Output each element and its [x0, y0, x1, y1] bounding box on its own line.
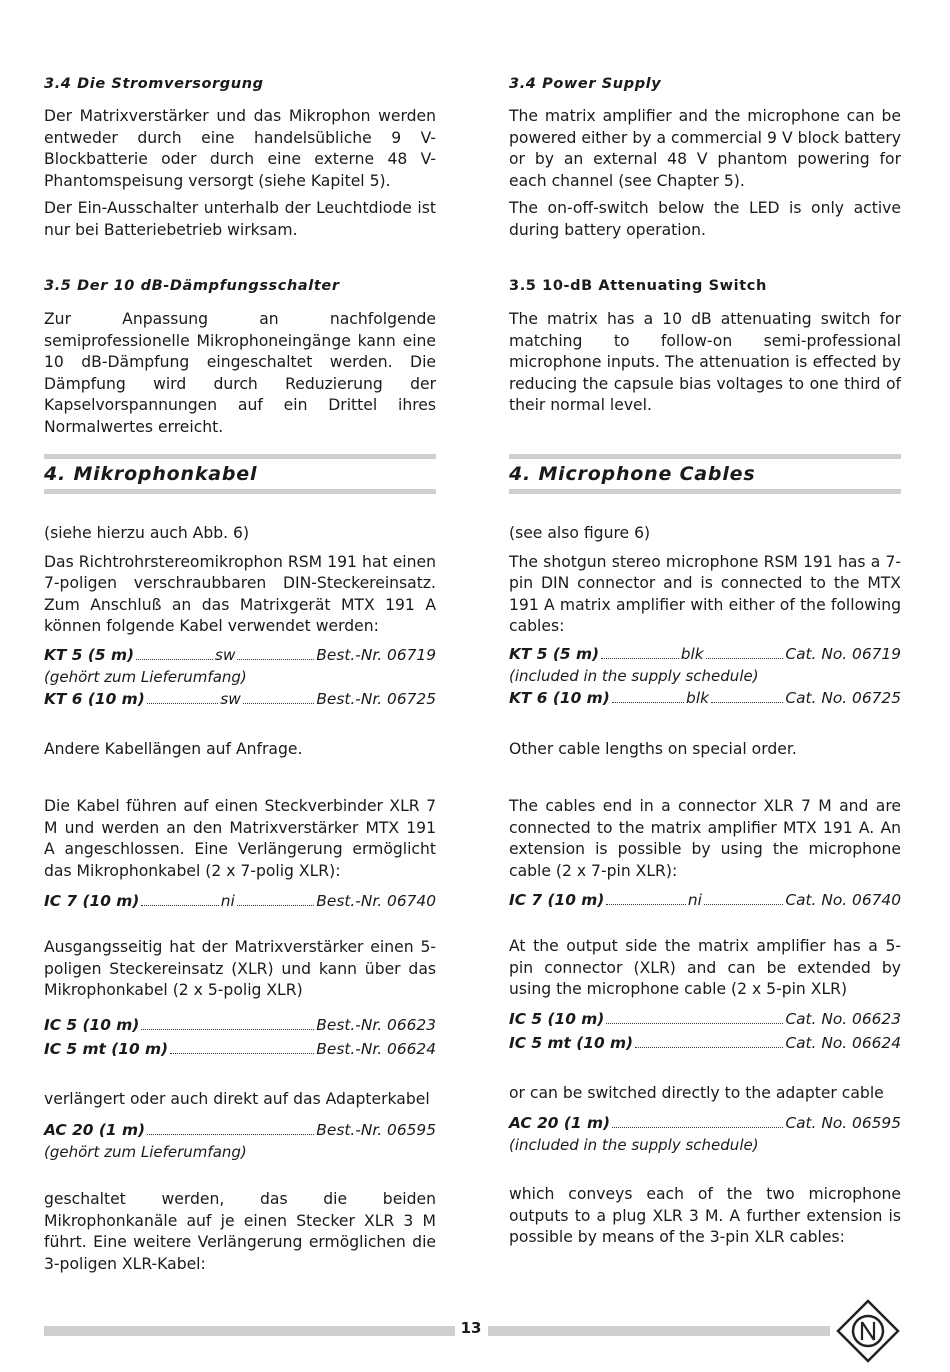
- cable-order-number: Cat. No. 06725: [785, 689, 901, 707]
- cable-note: (included in the supply schedule): [509, 667, 759, 685]
- cable-name: AC 20 (1 m): [44, 1121, 146, 1139]
- cable-row-ic7: [44, 892, 436, 914]
- cable-order-number: Best.-Nr. 06719: [316, 646, 436, 664]
- english-column: [509, 0, 901, 1300]
- cable-order-number: Cat. No. 06623: [785, 1010, 901, 1028]
- cable-name: KT 6 (10 m): [509, 689, 610, 707]
- cable-color: sw: [214, 646, 236, 664]
- cable-order-number: Cat. No. 06595: [785, 1114, 901, 1132]
- cable-row-ic7: [509, 891, 901, 913]
- paragraph: Andere Kabellängen auf Anfrage.: [44, 740, 303, 758]
- cable-order-number: Best.-Nr. 06624: [316, 1040, 436, 1058]
- cable-name: AC 20 (1 m): [509, 1114, 611, 1132]
- paragraph: which conveys each of the two microphone outputs to a plug XLR 3 M. A further extension is possible by means of the 3-pin XLR cables:: [509, 1185, 901, 1247]
- section-3-4-title: 3.4 Power Supply: [509, 76, 662, 92]
- cable-color: blk: [686, 689, 710, 707]
- cable-name: IC 5 (10 m): [509, 1010, 605, 1028]
- paragraph: (siehe hierzu auch Abb. 6): [44, 524, 250, 542]
- paragraph: At the output side the matrix amplifier has a 5-pin connector (XLR) and can be extended by using the microphone cable (2 x 5-pin XLR): [509, 937, 901, 999]
- paragraph: The on-off-switch below the LED is only active during battery operation.: [509, 199, 901, 239]
- cable-color: sw: [220, 690, 241, 708]
- cable-row-ic5: [44, 1016, 436, 1038]
- cable-row-ic5mt: [509, 1034, 901, 1056]
- section-3-5-title: 3.5 Der 10 dB-Dämpfungsschalter: [44, 278, 340, 294]
- cable-name: IC 7 (10 m): [44, 892, 140, 910]
- paragraph: The matrix has a 10 dB attenuating switch for matching to follow-on semi-professional microphone inputs. The attenuation is effected by reducing the capsule bias voltages to one third of their normal level.: [509, 310, 901, 415]
- paragraph: The shotgun stereo microphone RSM 191 has a 7-pin DIN connector and is connected to the MTX 191 A matrix amplifier with either of the following cables:: [509, 552, 901, 636]
- paragraph: Zur Anpassung an nachfolgende semiprofessionelle Mikrophoneingänge kann eine 10 dB-Dämpfung eingeschaltet werden. Die Dämpfung wird durch Reduzierung der Kapselvorspannungen auf ein Drittel ihres Normalwertes erreicht.: [44, 310, 436, 436]
- cable-row-ic5: [509, 1010, 901, 1032]
- page-number: 13: [460, 1319, 482, 1337]
- cable-color: ni: [687, 891, 702, 909]
- cable-row-kt6: [44, 690, 436, 712]
- paragraph: The matrix amplifier and the microphone can be powered either by a commercial 9 V block battery or by an external 48 V phantom powering for each channel (see Chapter 5).: [509, 107, 901, 190]
- cable-order-number: Best.-Nr. 06740: [316, 892, 436, 910]
- cable-name: IC 5 mt (10 m): [509, 1034, 634, 1052]
- section-4-heading: 4. Microphone Cables: [509, 454, 901, 494]
- cable-note: (gehört zum Lieferumfang): [44, 668, 247, 686]
- paragraph: Der Matrixverstärker und das Mikrophon werden entweder durch eine handelsübliche 9 V-Blockbatterie oder durch eine externe 48 V-Phantomspeisung versorgt (siehe Kapitel 5).: [44, 107, 436, 190]
- cable-name: KT 5 (5 m): [44, 646, 135, 664]
- paragraph: (see also figure 6): [509, 524, 651, 542]
- cable-name: KT 5 (5 m): [509, 645, 600, 663]
- paragraph: Other cable lengths on special order.: [509, 740, 797, 758]
- cable-name: IC 5 mt (10 m): [44, 1040, 169, 1058]
- paragraph: or can be switched directly to the adapter cable: [509, 1084, 884, 1102]
- paragraph: Ausgangsseitig hat der Matrixverstärker einen 5-poligen Steckereinsatz (XLR) und kann über das Mikrophonkabel (2 x 5-polig XLR): [44, 938, 436, 1000]
- cable-order-number: Cat. No. 06624: [785, 1034, 901, 1052]
- cable-row-ic5mt: [44, 1040, 436, 1062]
- section-4-heading: 4. Mikrophonkabel: [44, 454, 436, 494]
- paragraph: geschaltet werden, das die beiden Mikrophonkanäle auf je einen Stecker XLR 3 M führt. Eine weitere Verlängerung ermöglichen die 3-poligen XLR-Kabel:: [44, 1190, 436, 1273]
- cable-note: (gehört zum Lieferumfang): [44, 1143, 247, 1161]
- cable-color: ni: [220, 892, 235, 910]
- paragraph: Das Richtrohrstereomikrophon RSM 191 hat einen 7-poligen verschraubbaren DIN-Steckereinsatz. Zum Anschluß an das Matrixgerät MTX 191 A können folgende Kabel verwendet werden:: [44, 552, 436, 636]
- cable-row-kt5: [44, 646, 436, 668]
- cable-name: IC 7 (10 m): [509, 891, 605, 909]
- cable-order-number: Best.-Nr. 06725: [316, 690, 437, 708]
- cable-row-kt5: [509, 645, 901, 667]
- footer-bar-right: [488, 1326, 830, 1336]
- cable-order-number: Cat. No. 06719: [785, 645, 902, 663]
- paragraph: verlängert oder auch direkt auf das Adapterkabel: [44, 1090, 430, 1108]
- paragraph: Die Kabel führen auf einen Steckverbinder XLR 7 M und werden an den Matrixverstärker MTX 191 A angeschlossen. Eine Verlängerung ermöglicht das Mikrophonkabel (2 x 7-polig XLR):: [44, 797, 436, 880]
- section-3-4-title: 3.4 Die Stromversorgung: [44, 76, 264, 92]
- cable-name: IC 5 (10 m): [44, 1016, 140, 1034]
- cable-note: (included in the supply schedule): [509, 1136, 759, 1154]
- paragraph: The cables end in a connector XLR 7 M and are connected to the matrix amplifier MTX 191 A. An extension is possible by using the microphone cable (2 x 7-pin XLR):: [509, 797, 901, 880]
- neumann-logo-icon: [836, 1299, 900, 1363]
- paragraph: Der Ein-Ausschalter unterhalb der Leuchtdiode ist nur bei Batteriebetrieb wirksam.: [44, 199, 436, 239]
- cable-row-kt6: [509, 689, 901, 711]
- cable-color: blk: [680, 645, 704, 663]
- cable-order-number: Best.-Nr. 06595: [316, 1121, 436, 1139]
- cable-row-ac20: [509, 1114, 901, 1136]
- cable-order-number: Cat. No. 06740: [785, 891, 901, 909]
- cable-order-number: Best.-Nr. 06623: [316, 1016, 436, 1034]
- cable-row-ac20: [44, 1121, 436, 1143]
- footer-bar-left: [44, 1326, 455, 1336]
- cable-name: KT 6 (10 m): [44, 690, 145, 708]
- section-3-5-title: 3.5 10-dB Attenuating Switch: [509, 278, 767, 294]
- german-column: [44, 0, 436, 1300]
